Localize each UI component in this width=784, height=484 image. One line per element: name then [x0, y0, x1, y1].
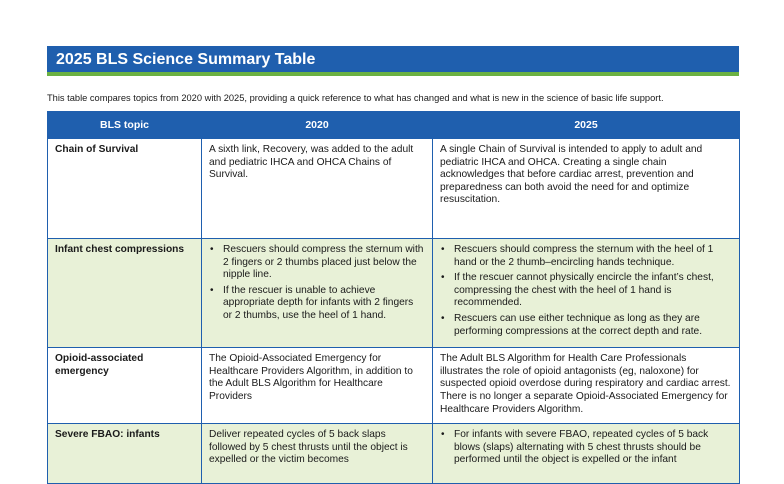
list-item: • If the rescuer is unable to achieve appropriate depth for infants with 2 fingers or 2 thumbs, use the heel of 1 hand.: [209, 285, 425, 323]
bullet-list: [209, 244, 425, 323]
topic-cell: Opioid-associated emergency: [48, 348, 202, 424]
list-item: • If the rescuer cannot physically encircle the infant’s chest, compressing the chest with the heel of 1 hand is recommended.: [440, 272, 732, 310]
summary-table: [47, 111, 740, 484]
topic-cell: Severe FBAO: infants: [48, 424, 202, 484]
header-2020: 2020: [202, 112, 433, 139]
table-row: [48, 348, 740, 424]
list-item: • For infants with severe FBAO, repeated cycles of 5 back blows (slaps) alternating with 5 chest thrusts should be performed until the object is expelled or the infant: [440, 429, 732, 467]
header-row: [48, 112, 740, 139]
bullet-list: [440, 429, 732, 467]
topic-cell: Infant chest compressions: [48, 239, 202, 348]
intro-text: This table compares topics from 2020 with 2025, providing a quick reference to what has changed and what is new in the science of basic life support.: [47, 93, 664, 103]
list-item: • Rescuers should compress the sternum with the heel of 1 hand or the 2 thumb–encircling hands technique.: [440, 244, 732, 269]
table-row: [48, 424, 740, 484]
cell-2020: A sixth link, Recovery, was added to the adult and pediatric IHCA and OHCA Chains of Survival.: [202, 139, 433, 239]
table-row: [48, 139, 740, 239]
cell-2020: The Opioid-Associated Emergency for Healthcare Providers Algorithm, in addition to the Adult BLS Algorithm for Healthcare Providers: [202, 348, 433, 424]
table-row: [48, 239, 740, 348]
cell-2025: [433, 424, 740, 484]
cell-2020: Deliver repeated cycles of 5 back slaps followed by 5 chest thrusts until the object is expelled or the victim becomes: [202, 424, 433, 484]
topic-cell: Chain of Survival: [48, 139, 202, 239]
header-topic: BLS topic: [48, 112, 202, 139]
header-2025: 2025: [433, 112, 740, 139]
title-bar: [47, 46, 739, 76]
cell-2025: The Adult BLS Algorithm for Health Care Professionals illustrates the role of opioid antagonists (eg, naloxone) for suspected opioid overdose during respiratory and cardiac arrest. There is no longer a separate Opioid-Associated Emergency for Healthcare Providers Algorithm.: [433, 348, 740, 424]
page-title: 2025 BLS Science Summary Table: [56, 51, 316, 68]
cell-2020: [202, 239, 433, 348]
list-item: • Rescuers can use either technique as long as they are performing compressions at the correct depth and rate.: [440, 313, 732, 338]
cell-2025: [433, 239, 740, 348]
bullet-list: [440, 244, 732, 338]
list-item: • Rescuers should compress the sternum with 2 fingers or 2 thumbs placed just below the nipple line.: [209, 244, 425, 282]
cell-2025: A single Chain of Survival is intended to apply to adult and pediatric IHCA and OHCA. Creating a single chain acknowledges that before cardiac arrest, prevention and preparedness can both avoid the need for and optimize resuscitation.: [433, 139, 740, 239]
